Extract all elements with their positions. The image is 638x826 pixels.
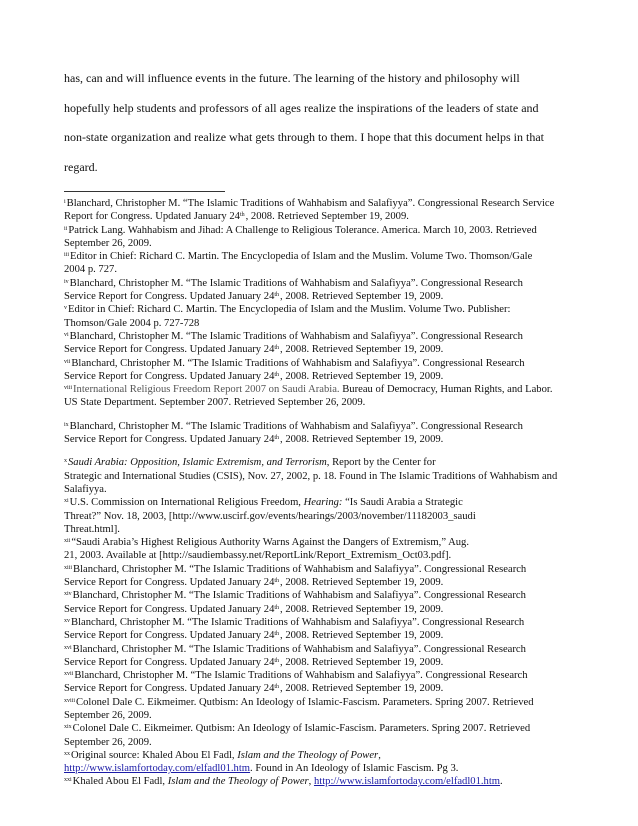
footnote-marker: xiv <box>64 591 72 598</box>
footnote-marker: xx <box>64 750 70 757</box>
footnote-marker: xvii <box>64 671 74 678</box>
footnotes <box>64 197 586 789</box>
footnote-marker: ix <box>64 421 69 428</box>
body-line-2: hopefully help students and professors of all ages realize the inspirations of the leaders of state and <box>64 101 539 115</box>
footnote-marker: xi <box>64 498 69 505</box>
footnote-marker: xxi <box>64 777 72 784</box>
footnote-xiii: $^{xiii}$Blanchard, Christopher M. “The Islamic Traditions of Wahhabism and Salafiyya”. Congressional Research Service Report for Congress. Updated January 24th, 2008. Retrieved September 19, 2009. <box>64 563 527 589</box>
footnote-vii: $^{vii}$Blanchard, Christopher M. “The Islamic Traditions of Wahhabism and Salafiyya”. Congressional Research Service Report for Congress. Updated January 24th, 2008. Retrieved September 19, 2009. <box>64 357 525 382</box>
ordinal-suffix: th <box>274 684 280 691</box>
footnote-marker: xii <box>64 538 71 545</box>
footnote-marker: xiii <box>64 564 73 571</box>
ordinal-suffix: th <box>239 212 245 219</box>
footnote-marker: xv <box>64 617 70 624</box>
footnote-marker: viii <box>64 385 73 392</box>
footnote-xii: $^{xii}$“Saudi Arabia’s Highest Religious Authority Warns Against the Dangers of Extremism,” Aug. 21, 2003. Available at [http://saudiembassy.net/ReportLink/Report_Extremism_Oct03.pdf]. <box>64 537 469 562</box>
footnote-marker: i <box>64 199 66 205</box>
footnote-marker: xviii <box>64 697 76 704</box>
ordinal-suffix: th <box>274 657 280 664</box>
footnote-vi: $^{vi}$Blanchard, Christopher M. “The Islamic Traditions of Wahhabism and Salafiyya”. Congressional Research Service Report for Congress. Updated January 24th, 2008. Retrieved September 19, 2009. <box>64 330 523 356</box>
footnote-marker: v <box>64 305 67 312</box>
footnote-x: $^x$Saudi Arabia: Opposition, Islamic Extremism, and Terrorism, Report by the Center for Strategic and International Studies (CSIS), Nov. 27, 2002, p. 18. Found in The Islamic Traditions of Wahhabism and Salafiyya. <box>64 457 558 495</box>
footnote-marker: iii <box>64 252 70 259</box>
footnote-xi: $^{xi}$U.S. Commission on International Religious Freedom, Hearing: “Is Saudi Arabia a Strategic Threat?” Nov. 18, 2003, [http://www.uscirf.gov/events/hearings/2003/november/11182003_saudi Threat.html]. <box>64 497 476 535</box>
ordinal-suffix: th <box>274 371 280 378</box>
ordinal-suffix: th <box>274 345 280 352</box>
footnote-link[interactable]: http://www.islamfortoday.com/elfadl01.htm <box>313 776 501 788</box>
ordinal-suffix: th <box>274 578 280 585</box>
footnote-xvi: $^{xvi}$Blanchard, Christopher M. “The Islamic Traditions of Wahhabism and Salafiyya”. Congressional Research Service Report for Congress. Updated January 24th, 2008. Retrieved September 19, 2009. <box>64 643 526 668</box>
footnote-marker: x <box>64 458 67 465</box>
footnote-iii: $^{iii}$Editor in Chief: Richard C. Martin. The Encyclopedia of Islam and the Muslim. Volume Two. Thomson/Gale 2004 p. 727. <box>64 251 533 276</box>
footnote-xviii: $^{xviii}$Colonel Dale C. Eikmeimer. Qutbism: An Ideology of Islamic-Fascism. Parameters. Spring 2007. Retrieved September 26, 2009. <box>64 696 534 721</box>
footnote-marker: iv <box>64 278 69 285</box>
ordinal-suffix: th <box>274 604 280 611</box>
footnote-marker: vi <box>64 331 69 338</box>
body-line-4: regard. <box>64 160 98 174</box>
footnote-separator <box>64 191 225 192</box>
footnote-marker: vii <box>64 358 71 365</box>
footnote-xx: $^{xx}$Original source: Khaled Abou El Fadl, Islam and the Theology of Power, http://www.islamfortoday.com/elfadl01.htm. Found in An Ideology of Islamic Fascism. Pg 3. <box>64 749 459 775</box>
footnote-xix: $^{xix}$Colonel Dale C. Eikmeimer. Qutbism: An Ideology of Islamic-Fascism. Parameters. Spring 2007. Retrieved September 26, 2009. <box>64 723 531 748</box>
ordinal-suffix: th <box>274 435 280 442</box>
footnote-ix: $^{ix}$Blanchard, Christopher M. “The Islamic Traditions of Wahhabism and Salafiyya”. Congressional Research Service Report for Congress. Updated January 24th, 2008. Retrieved September 19, 2009. <box>64 420 523 446</box>
ordinal-suffix: th <box>274 292 280 299</box>
footnote-xxi: $^{xxi}$Khaled Abou El Fadl, Islam and the Theology of Power, http://www.islamfortoday.com/elfadl01.htm. <box>64 776 503 788</box>
footnote-xiv: $^{xiv}$Blanchard, Christopher M. “The Islamic Traditions of Wahhabism and Salafiyya”. Congressional Research Service Report for Congress. Updated January 24th, 2008. Retrieved September 19, 2009. <box>64 590 526 615</box>
body-line-1: has, can and will influence events in the future. The learning of the history and philosophy will <box>64 71 520 85</box>
footnote-v: $^v$Editor in Chief: Richard C. Martin. The Encyclopedia of Islam and the Muslim. Volume Two. Publisher: Thomson/Gale 2004 p. 727-728 <box>64 304 511 329</box>
footnote-xv: $^{xv}$Blanchard, Christopher M. “The Islamic Traditions of Wahhabism and Salafiyya”. Congressional Research Service Report for Congress. Updated January 24th, 2008. Retrieved September 19, 2009. <box>64 616 525 642</box>
footnote-ii: $^{ii}$Patrick Lang. Wahhabism and Jihad: A Challenge to Religious Tolerance. America. March 10, 2003. Retrieved September 26, 2009. <box>64 224 537 249</box>
ordinal-suffix: th <box>274 631 280 638</box>
footnote-marker: xix <box>64 724 72 731</box>
body-line-3: non-state organization and realize what gets through to them. I hope that this document helps in that <box>64 130 544 144</box>
footnote-viii: $^{viii}$International Religious Freedom Report 2007 on Saudi Arabia. Bureau of Democracy, Human Rights, and Labor. US State Department. September 2007. Retrieved September 26, 2009. <box>64 384 553 409</box>
footnote-marker: xvi <box>64 644 72 651</box>
footnote-link[interactable]: http://www.islamfortoday.com/elfadl01.htm <box>64 763 251 775</box>
footnote-marker: ii <box>64 225 68 232</box>
footnote-i: $^i$Blanchard, Christopher M. “The Islamic Traditions of Wahhabism and Salafiyya”. Congressional Research Service Report for Congress. Updated January 24th, 2008. Retrieved September 19, 2009. <box>64 198 555 223</box>
footnote-iv: $^{iv}$Blanchard, Christopher M. “The Islamic Traditions of Wahhabism and Salafiyya”. Congressional Research Service Report for Congress. Updated January 24th, 2008. Retrieved September 19, 2009. <box>64 277 523 303</box>
footnote-xvii: $^{xvii}$Blanchard, Christopher M. “The Islamic Traditions of Wahhabism and Salafiyya”. Congressional Research Service Report for Congress. Updated January 24th, 2008. Retrieved September 19, 2009. <box>64 670 528 695</box>
